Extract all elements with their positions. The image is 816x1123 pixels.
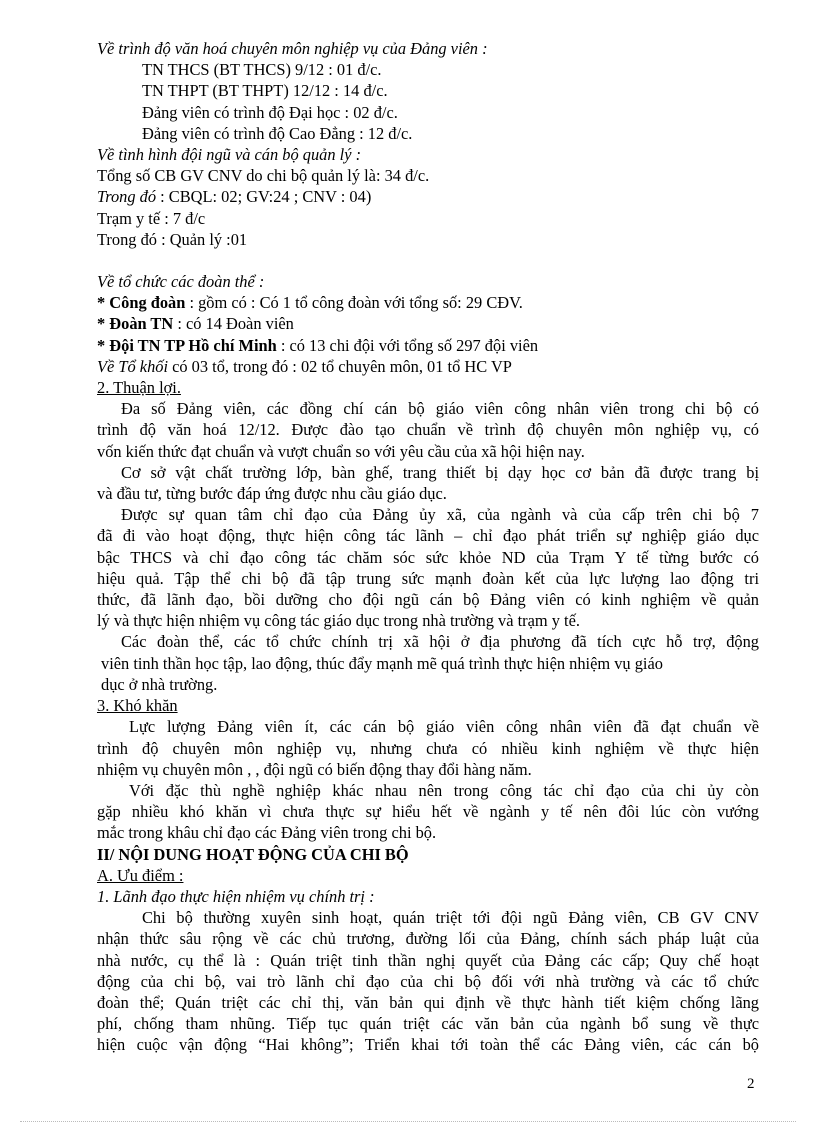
advantages-paragraph <box>97 398 759 462</box>
education-heading: Về trình độ văn hoá chuyên môn nghiệp vụ của Đảng viên : <box>97 39 488 58</box>
advantages-paragraph <box>97 462 759 504</box>
text-line: trình độ văn hoá 12/12. Được đào tạo chuẩn về trình độ chuyên môn nghiệp vụ, có <box>97 420 759 440</box>
text-line: trình độ chuyên môn nghiệp vụ, nhưng chưa có nhiều kinh nghiệm về thực hiện <box>97 738 759 758</box>
text-line: Các đoàn thể, các tổ chức chính trị xã hội ở địa phương đã tích cực hỗ trợ, động <box>121 632 759 652</box>
groups-label: Về Tổ khối <box>97 356 169 376</box>
pioneer-label: * Đội TN TP Hồ chí Minh <box>97 335 277 355</box>
orgs-heading: Về tổ chức các đoàn thể : <box>97 272 265 292</box>
difficulties-paragraph <box>97 716 759 780</box>
text-line: hiệu quả. Tập thể chi bộ đã tập trung sức mạnh đoàn kết của lực lượng lao động tri <box>97 568 759 588</box>
text-line: nhiệm vụ chuyên môn , , đội ngũ có biến động thay đổi hàng năm. <box>97 759 532 779</box>
youth-line <box>97 313 759 334</box>
text-line: động của chi bộ, vai trò lãnh chỉ đạo của chi bộ đối với nhà trường và các tổ chức <box>97 971 759 991</box>
text-line: lý và thực hiện nhiệm vụ công tác giáo dục trong nhà trường và trạm y tế. <box>97 611 580 631</box>
text-line: vốn kiến thức đạt chuẩn và vượt chuẩn so với yêu cầu của xã hội hiện nay. <box>97 441 585 461</box>
union-line <box>97 292 759 313</box>
staff-heading: Về tình hình đội ngũ và cán bộ quản lý : <box>97 145 362 165</box>
text-line: Lực lượng Đảng viên ít, các cán bộ giáo viên công nhân viên đã đạt chuẩn về <box>129 717 759 737</box>
pioneer-value: : có 13 chi đội với tổng số 297 đội viên <box>276 335 539 355</box>
clinic-breakdown: Trong đó : Quản lý :01 <box>97 229 248 249</box>
clinic-staff: Trạm y tế : 7 đ/c <box>97 208 206 228</box>
document-page <box>97 38 759 1056</box>
text-line: Cơ sở vật chất trường lớp, bàn ghế, trang thiết bị dạy học cơ bản đã được trang bị <box>121 462 759 482</box>
staff-total: Tổng số CB GV CNV do chi bộ quản lý là: 34 đ/c. <box>97 166 430 186</box>
text-line: bậc THCS và chỉ đạo công tác chăm sóc sức khỏe ND của Trạm Y tế từng bước có <box>97 547 759 567</box>
education-item: Đảng viên có trình độ Cao Đẳng : 12 đ/c. <box>142 123 413 143</box>
education-item: TN THPT (BT THPT) 12/12 : 14 đ/c. <box>142 81 388 101</box>
advantages-heading: 2. Thuận lợi. <box>97 378 181 398</box>
union-label: * Công đoàn <box>97 293 186 313</box>
text-line: viên tinh thần học tập, lao động, thúc đẩy mạnh mẽ quá trình thực hiện nhiệm vụ giáo <box>101 653 663 673</box>
staff-breakdown-label: Trong đó <box>97 187 157 207</box>
text-line: phí, chống tham nhũng. Tiếp tục quán triệt các văn bản của ngành bổ sung về thực <box>97 1014 759 1034</box>
subsection-a-heading: A. Ưu điểm : <box>97 865 184 885</box>
youth-value: : có 14 Đoàn viên <box>173 314 294 334</box>
footer-divider <box>20 1121 796 1122</box>
text-line: mắc trong khâu chỉ đạo các Đảng viên trong chi bộ. <box>97 823 437 843</box>
advantages-paragraph <box>97 631 759 695</box>
text-line: nhận thức sâu rộng về các chủ trương, đường lối của Đảng, chính sách pháp luật của <box>97 929 759 949</box>
education-item: TN THCS (BT THCS) 9/12 : 01 đ/c. <box>142 60 382 80</box>
text-line: hiện cuộc vận động “Hai không”; Triển khai tới toàn thể các Đảng viên, các cán bộ <box>97 1035 759 1055</box>
page-number: 2 <box>747 1076 755 1092</box>
groups-line <box>97 356 759 377</box>
staff-breakdown-value: : CBQL: 02; GV:24 ; CNV : 04) <box>156 187 372 207</box>
text-line: thức, đã lãnh đạo, bồi dưỡng cho đội ngũ cán bộ Đảng viên có kinh nghiệm về quản <box>97 590 759 610</box>
groups-value: có 03 tổ, trong đó : 02 tổ chuyên môn, 01 tổ HC VP <box>168 356 512 376</box>
education-item: Đảng viên có trình độ Đại học : 02 đ/c. <box>142 102 398 122</box>
pioneer-line <box>97 335 759 356</box>
staff-breakdown <box>97 186 759 207</box>
item1-heading: 1. Lãnh đạo thực hiện nhiệm vụ chính trị : <box>97 886 375 906</box>
difficulties-paragraph <box>97 780 759 844</box>
part2-heading: II/ NỘI DUNG HOẠT ĐỘNG CỦA CHI BỘ <box>97 844 409 864</box>
text-line: đoàn thể; Quán triệt các chỉ thị, văn bản qui định về thực hành tiết kiệm chống lãng <box>97 992 759 1012</box>
spacer <box>97 250 759 271</box>
text-line: Đa số Đảng viên, các đồng chí cán bộ giáo viên công nhân viên trong chi bộ có <box>121 399 759 419</box>
union-value: : gồm có : Có 1 tổ công đoàn với tổng số: 29 CĐV. <box>185 293 523 313</box>
text-line: Chi bộ thường xuyên sinh hoạt, quán triệt tới đội ngũ Đảng viên, CB GV CNV <box>142 908 759 928</box>
text-line: nhà nước, cụ thể là : Quán triệt tinh thần nghị quyết của Đảng các cấp; Quy chế hoạt <box>97 950 759 970</box>
text-line: đã đi vào hoạt động, thực hiện công tác lãnh – chỉ đạo phát triển sự nghiệp giáo dục <box>97 526 759 546</box>
item1-paragraph <box>97 907 759 1055</box>
text-line: gặp nhiều khó khăn vì chưa thực sự hiểu hết về ngành y tế nên đôi lúc còn vướng <box>97 802 759 822</box>
text-line: Với đặc thù nghề nghiệp khác nhau nên trong công tác chỉ đạo của chi ủy còn <box>129 780 759 800</box>
difficulties-heading: 3. Khó khăn <box>97 696 178 716</box>
text-line: Được sự quan tâm chỉ đạo của Đảng ủy xã, của ngành và của cấp trên chi bộ 7 <box>121 505 759 525</box>
youth-label: * Đoàn TN <box>97 314 174 334</box>
advantages-paragraph <box>97 504 759 631</box>
text-line: và đầu tư, từng bước đáp ứng được nhu cầu giáo dục. <box>97 484 447 504</box>
text-line: dục ở nhà trường. <box>101 674 218 694</box>
